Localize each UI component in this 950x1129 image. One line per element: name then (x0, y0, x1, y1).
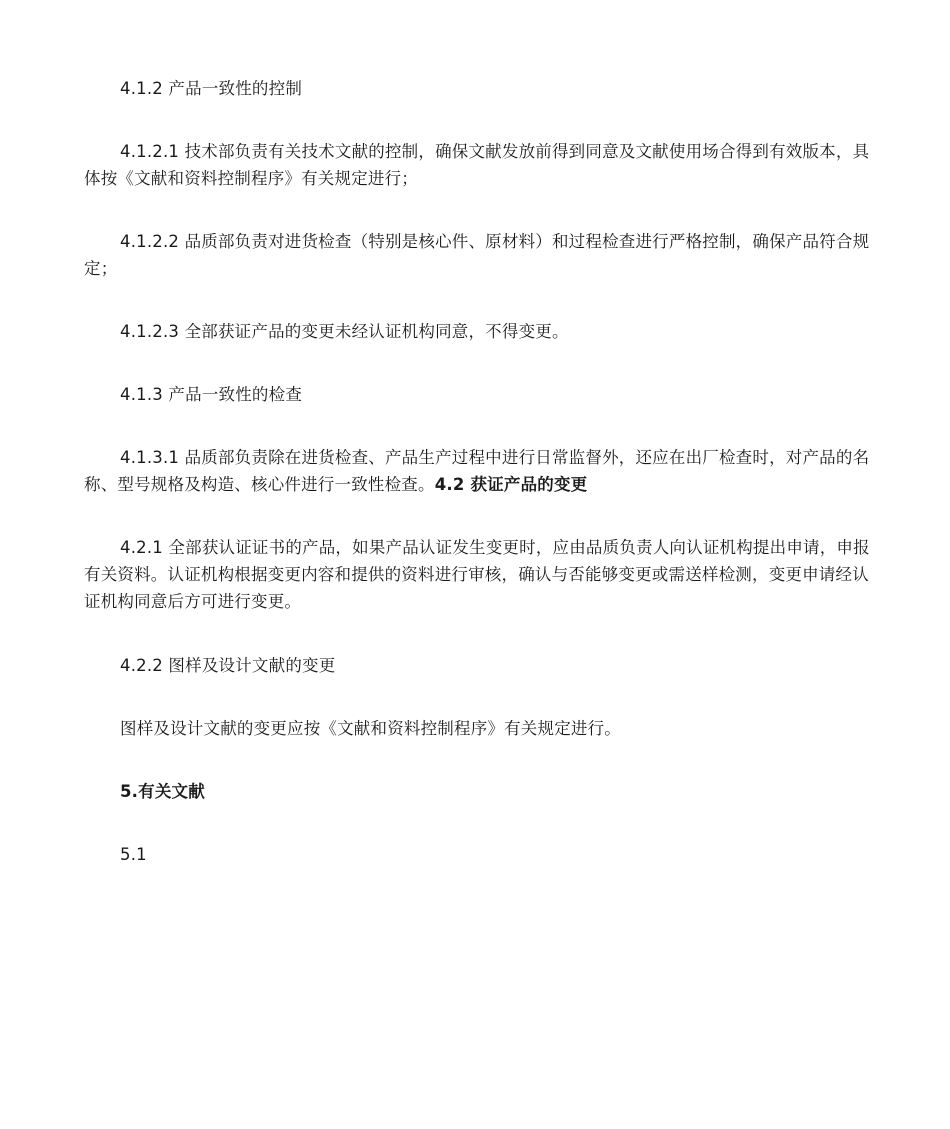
section-4-1-2-heading: 4.1.2 产品一致性的控制 (120, 79, 303, 98)
section-5-heading: 5.有关文献 (120, 782, 205, 801)
section-4-1-3-heading: 4.1.3 产品一致性的检查 (120, 385, 303, 404)
paragraph-4-1-3-1 (84, 444, 884, 498)
section-5-1-label: 5.1 (120, 845, 147, 864)
paragraph-4-2-2: 4.2.2 图样及设计文献的变更 (120, 656, 336, 675)
paragraph-drawing-changes: 图样及设计文献的变更应按《文献和资料控制程序》有关规定进行。 (120, 719, 621, 738)
paragraph-4-1-2-3: 4.1.2.3 全部获证产品的变更未经认证机构同意，不得变更。 (120, 322, 569, 341)
paragraph-4-1-2-1: 4.1.2.1 技术部负责有关技术文献的控制，确保文献发放前得到同意及文献使用场合得到有效版本，具体按《文献和资料控制程序》有关规定进行； (84, 142, 870, 188)
section-4-2-heading: 4.2 获证产品的变更 (434, 475, 588, 494)
paragraph-4-1-3-1-text: 4.1.3.1 品质部负责除在进货检查、产品生产过程中进行日常监督外，还应在出厂检查时，对产品的名称、型号规格及构造、核心件进行一致性检查。 (84, 448, 870, 494)
paragraph-4-1-2-2: 4.1.2.2 品质部负责对进货检查（特别是核心件、原材料）和过程检查进行严格控制，确保产品符合规定； (84, 232, 870, 278)
paragraph-4-2-1: 4.2.1 全部获认证证书的产品，如果产品认证发生变更时，应由品质负责人向认证机构提出申请，申报有关资料。认证机构根据变更内容和提供的资料进行审核，确认与否能够变更或需送样检测，变更申请经认证机构同意后方可进行变更。 (84, 538, 870, 611)
